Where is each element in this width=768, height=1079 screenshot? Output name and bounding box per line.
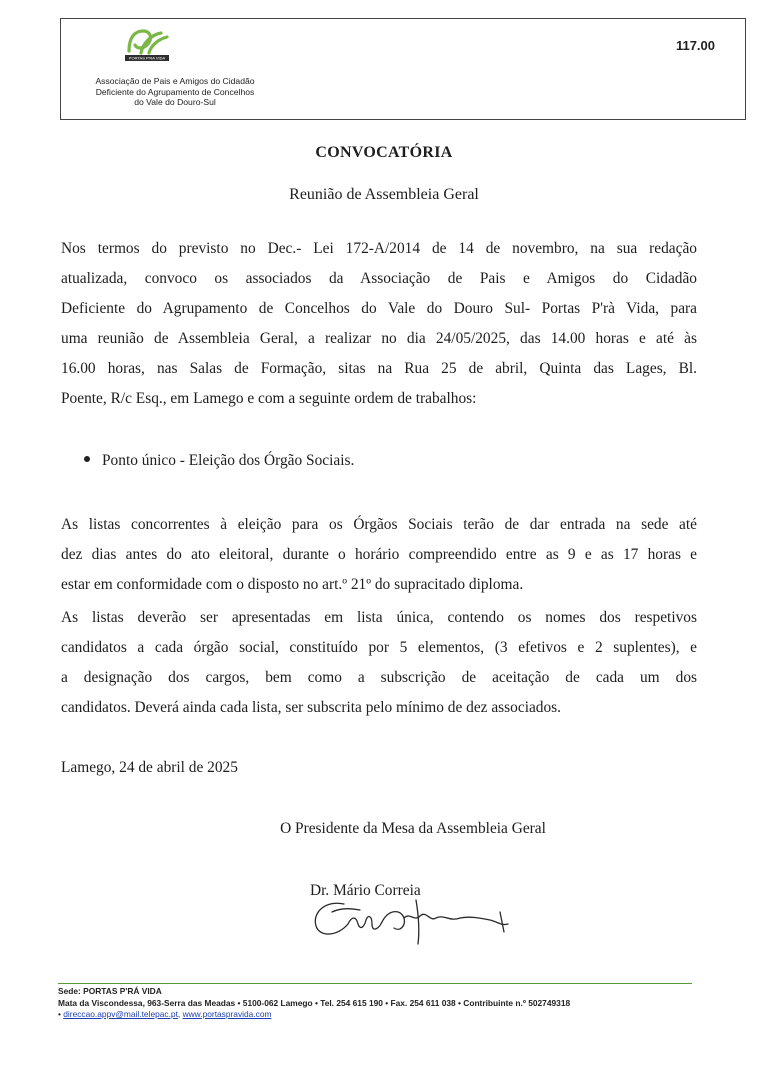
document-title: CONVOCATÓRIA bbox=[315, 144, 453, 161]
footer-headquarters: Sede: PORTAS P'RÁ VIDA bbox=[58, 986, 162, 996]
place-and-date: Lamego, 24 de abril de 2025 bbox=[61, 759, 238, 776]
page-footer bbox=[58, 986, 718, 1021]
text-line: a designação dos cargos, bem como a subscrição de aceitação de cada um dos bbox=[61, 669, 697, 686]
text-line: dez dias antes do ato eleitoral, durante o horário compreendido entre as 9 e as 17 horas e bbox=[61, 546, 697, 563]
footer-divider bbox=[58, 983, 692, 984]
agenda-item bbox=[84, 452, 354, 470]
document-number: 117.00 bbox=[675, 38, 715, 53]
org-line: Deficiente do Agrupamento de Concelhos bbox=[95, 86, 255, 97]
org-line: Associação de Pais e Amigos do Cidadão bbox=[95, 76, 255, 86]
paragraph-lists-format bbox=[61, 603, 697, 723]
portas-pra-vida-logo bbox=[121, 25, 173, 65]
bullet-icon bbox=[84, 456, 90, 462]
footer-separator: , bbox=[177, 1009, 181, 1020]
president-title: O Presidente da Mesa da Assembleia Geral bbox=[280, 820, 546, 837]
text-line: 16.00 horas, nas Salas de Formação, sitas na Rua 25 de abril, Quinta das Lages, Bl. bbox=[61, 360, 697, 377]
footer-email-link[interactable]: direccao.appv@mail.telepac.pt bbox=[63, 1009, 178, 1020]
paragraph-convocation bbox=[61, 234, 697, 414]
text-line: candidatos a cada órgão social, constituído por 5 elementos, (3 efetivos e 2 suplentes), e bbox=[61, 639, 697, 656]
text-line: Deficiente do Agrupamento de Concelhos do Vale do Douro Sul- Portas P'rà Vida, para bbox=[61, 300, 697, 317]
text-line: atualizada, convoco os associados da Associação de Pais e Amigos do Cidadão bbox=[61, 270, 697, 287]
signatory-name: Dr. Mário Correia bbox=[310, 882, 421, 899]
footer-contacts bbox=[58, 1009, 718, 1021]
org-line: do Vale do Douro-Sul bbox=[134, 97, 216, 108]
agenda-item-text: Ponto único - Eleição dos Órgão Sociais. bbox=[102, 452, 355, 469]
handwritten-signature bbox=[304, 882, 524, 952]
bullet-icon: • bbox=[58, 1009, 64, 1020]
text-line: Nos termos do previsto no Dec.- Lei 172-A/2014 de 14 de novembro, na sua redação bbox=[61, 240, 697, 257]
text-line: Poente, R/c Esq., em Lamego e com a seguinte ordem de trabalhos: bbox=[61, 390, 477, 407]
text-line: uma reunião de Assembleia Geral, a realizar no dia 24/05/2025, das 14.00 horas e até às bbox=[61, 330, 697, 347]
document-subtitle: Reunião de Assembleia Geral bbox=[289, 186, 479, 203]
text-line: estar em conformidade com o disposto no art.º 21º do supracitado diploma. bbox=[61, 576, 524, 593]
organization-name bbox=[75, 76, 275, 108]
footer-website-link[interactable]: www.portaspravida.com bbox=[182, 1009, 272, 1020]
paragraph-lists-deadline bbox=[61, 510, 697, 600]
text-line: As listas concorrentes à eleição para os Órgãos Sociais terão de dar entrada na sede até bbox=[61, 516, 697, 533]
logo-wordmark: PORTAS P'RA VIDA bbox=[128, 55, 166, 61]
text-line: candidatos. Deverá ainda cada lista, ser subscrita pelo mínimo de dez associados. bbox=[61, 699, 562, 716]
footer-address: Mata da Viscondessa, 963-Serra das Meadas • 5100-062 Lamego • Tel. 254 615 190 • Fax. 254 611 038 • Contribuinte n.º 502749318 bbox=[58, 997, 571, 1008]
letterhead bbox=[60, 18, 746, 120]
text-line: As listas deverão ser apresentadas em lista única, contendo os nomes dos respetivos bbox=[61, 609, 697, 626]
